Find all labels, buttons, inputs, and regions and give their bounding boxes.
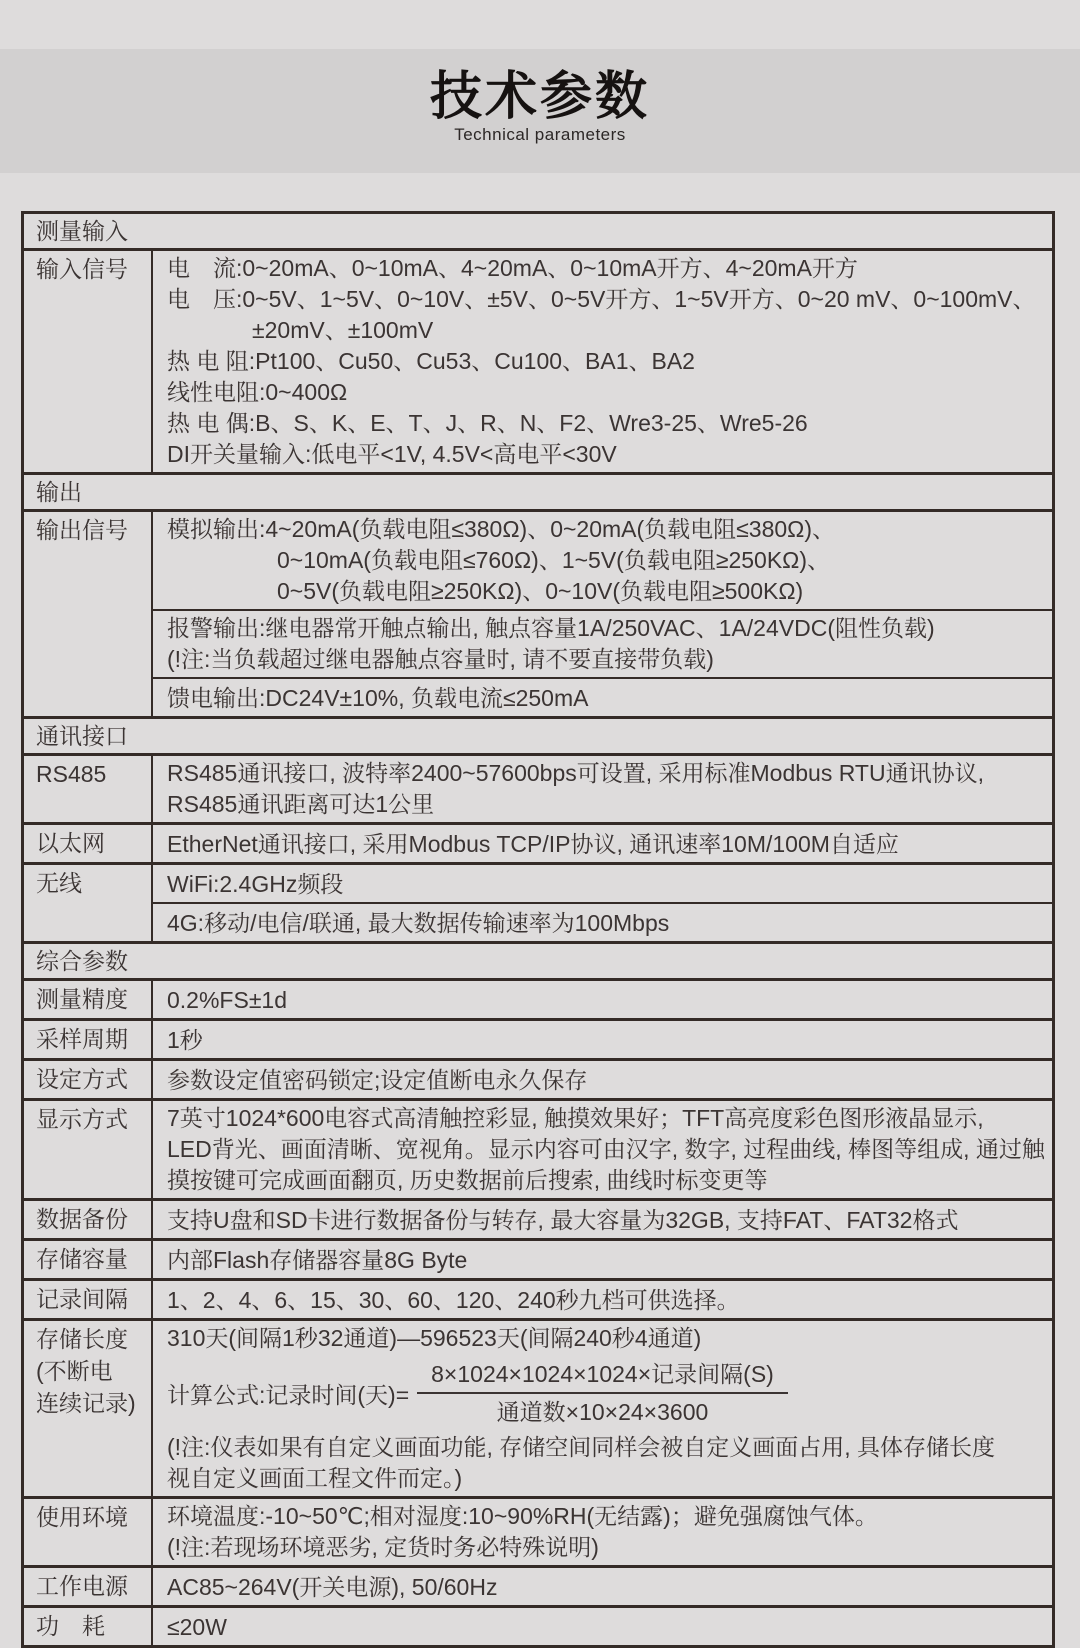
formula-fraction [417, 1358, 788, 1428]
spec-line: RS485通讯距离可达1公里 [167, 791, 435, 817]
spec-line: 报警输出:继电器常开触点输出, 触点容量1A/250VAC、1A/24VDC(阻性负载) [167, 615, 935, 641]
spec-line: LED背光、画面清晰、宽视角。显示内容可由汉字, 数字, 过程曲线, 棒图等组成, 通过触 [167, 1136, 1045, 1162]
row-content [153, 825, 1052, 862]
row-input-signal [24, 248, 1052, 472]
row-label: 设定方式 [24, 1061, 153, 1098]
label-line: 存储长度 [36, 1326, 128, 1352]
row-output-signal [24, 509, 1052, 716]
row-storage-length [24, 1318, 1052, 1496]
row-label: 输出信号 [24, 512, 153, 716]
spec-line: 1、2、4、6、15、30、60、120、240秒九档可供选择。 [167, 1287, 740, 1313]
spec-line: 7英寸1024*600电容式高清触控彩显, 触摸效果好；TFT高亮度彩色图形液晶显示, [167, 1105, 984, 1131]
row-label: 数据备份 [24, 1201, 153, 1238]
section-header-measure-input: 测量输入 [36, 218, 128, 244]
spec-line: 310天(间隔1秒32通道)—596523天(间隔240秒4通道) [167, 1325, 702, 1351]
row-content [153, 756, 1052, 822]
row-power-supply [24, 1565, 1052, 1605]
section-header-comm: 通讯接口 [24, 716, 1052, 753]
row-storage-capacity [24, 1238, 1052, 1278]
spec-line: 环境温度:-10~50℃;相对湿度:10~90%RH(无结露)；避免强腐蚀气体。 [167, 1503, 878, 1529]
row-content [153, 865, 1052, 941]
row-label: 测量精度 [24, 981, 153, 1018]
technical-parameters-table [21, 211, 1055, 1648]
spec-line: 模拟输出:4~20mA(负载电阻≤380Ω)、0~20mA(负载电阻≤380Ω)、 [167, 516, 836, 542]
row-label: 输入信号 [24, 251, 153, 472]
section-header-general: 综合参数 [24, 941, 1052, 978]
formula-denominator: 通道数×10×24×3600 [496, 1399, 709, 1425]
4g-subcell [153, 902, 1052, 941]
row-label: 使用环境 [24, 1499, 153, 1565]
spec-line: 4G:移动/电信/联通, 最大数据传输速率为100Mbps [167, 910, 670, 936]
formula-prefix: 计算公式:记录时间(天)= [167, 1381, 410, 1408]
spec-line: 支持U盘和SD卡进行数据备份与转存, 最大容量为32GB, 支持FAT、FAT32格式 [167, 1207, 959, 1233]
title-band [0, 49, 1080, 173]
row-data-backup [24, 1198, 1052, 1238]
row-label: 功 耗 [24, 1608, 153, 1645]
row-wireless [24, 862, 1052, 941]
spec-line: EtherNet通讯接口, 采用Modbus TCP/IP协议, 通讯速率10M/100M自适应 [167, 831, 899, 857]
storage-formula [153, 1354, 1052, 1432]
row-display-mode [24, 1098, 1052, 1198]
spec-line: 0~5V(负载电阻≥250KΩ)、0~10V(负载电阻≥500KΩ) [277, 578, 804, 604]
row-record-interval [24, 1278, 1052, 1318]
alarm-output-subcell [153, 609, 1052, 677]
spec-line: 馈电输出:DC24V±10%, 负载电流≤250mA [167, 685, 589, 711]
row-setting-mode [24, 1058, 1052, 1098]
section-header-output: 输出 [24, 472, 1052, 509]
formula-numerator: 8×1024×1024×1024×记录间隔(S) [417, 1358, 788, 1394]
spec-line: RS485通讯接口, 波特率2400~57600bps可设置, 采用标准Modbus RTU通讯协议, [167, 760, 984, 786]
spec-line: 1秒 [167, 1027, 203, 1053]
spec-line: DI开关量输入:低电平<1V, 4.5V<高电平<30V [167, 441, 617, 467]
spec-line: AC85~264V(开关电源), 50/60Hz [167, 1574, 498, 1600]
page-title: 技术参数 [429, 68, 650, 126]
spec-line: 热 电 偶:B、S、K、E、T、J、R、N、F2、Wre3-25、Wre5-26 [167, 410, 808, 436]
wifi-subcell [153, 865, 1052, 902]
spec-line: 热 电 阻:Pt100、Cu50、Cu53、Cu100、BA1、BA2 [167, 348, 695, 374]
row-label: 显示方式 [24, 1101, 153, 1198]
row-label: 存储容量 [24, 1241, 153, 1278]
spec-line: ±20mV、±100mV [252, 317, 434, 343]
spec-line: 线性电阻:0~400Ω [167, 379, 348, 405]
row-environment [24, 1496, 1052, 1565]
feed-output-subcell [153, 677, 1052, 716]
row-ethernet [24, 822, 1052, 862]
spec-line: (!注:仪表如果有自定义画面功能, 存储空间同样会被自定义画面占用, 具体存储长度 [167, 1434, 995, 1460]
spec-line: 电 流:0~20mA、0~10mA、4~20mA、0~10mA开方、4~20mA开方 [167, 255, 858, 281]
row-label: 采样周期 [24, 1021, 153, 1058]
spec-line: 0~10mA(负载电阻≤760Ω)、1~5V(负载电阻≥250KΩ)、 [277, 547, 831, 573]
spec-line: WiFi:2.4GHz频段 [167, 871, 344, 897]
spec-line: 参数设定值密码锁定;设定值断电永久保存 [167, 1067, 588, 1093]
row-label: RS485 [24, 756, 153, 822]
spec-line: 视自定义画面工程文件而定。) [167, 1465, 463, 1491]
analog-output-subcell [153, 512, 1052, 609]
row-rs485 [24, 753, 1052, 822]
spec-line: (!注:当负载超过继电器触点容量时, 请不要直接带负载) [167, 646, 714, 672]
row-label: 无线 [24, 865, 153, 941]
row-power-consumption [24, 1605, 1052, 1645]
page-subtitle: Technical parameters [454, 125, 626, 144]
spec-line: ≤20W [167, 1614, 227, 1640]
row-content [153, 512, 1052, 716]
spec-line: 内部Flash存储器容量8G Byte [167, 1247, 468, 1273]
spec-line: 0.2%FS±1d [167, 987, 288, 1013]
label-line: 连续记录) [36, 1390, 136, 1416]
row-label [24, 1321, 153, 1496]
row-sampling-period [24, 1018, 1052, 1058]
row-label: 以太网 [24, 825, 153, 862]
spec-line: (!注:若现场环境恶劣, 定货时务必特殊说明) [167, 1534, 599, 1560]
spec-line: 电 压:0~5V、1~5V、0~10V、±5V、0~5V开方、1~5V开方、0~20 mV、0~100mV、 [167, 286, 1036, 312]
row-content [153, 251, 1052, 472]
row-accuracy [24, 978, 1052, 1018]
row-label: 工作电源 [24, 1568, 153, 1605]
spec-line: 摸按键可完成画面翻页, 历史数据前后搜索, 曲线时标变更等 [167, 1167, 768, 1193]
label-line: (不断电 [36, 1358, 113, 1384]
row-label: 记录间隔 [24, 1281, 153, 1318]
